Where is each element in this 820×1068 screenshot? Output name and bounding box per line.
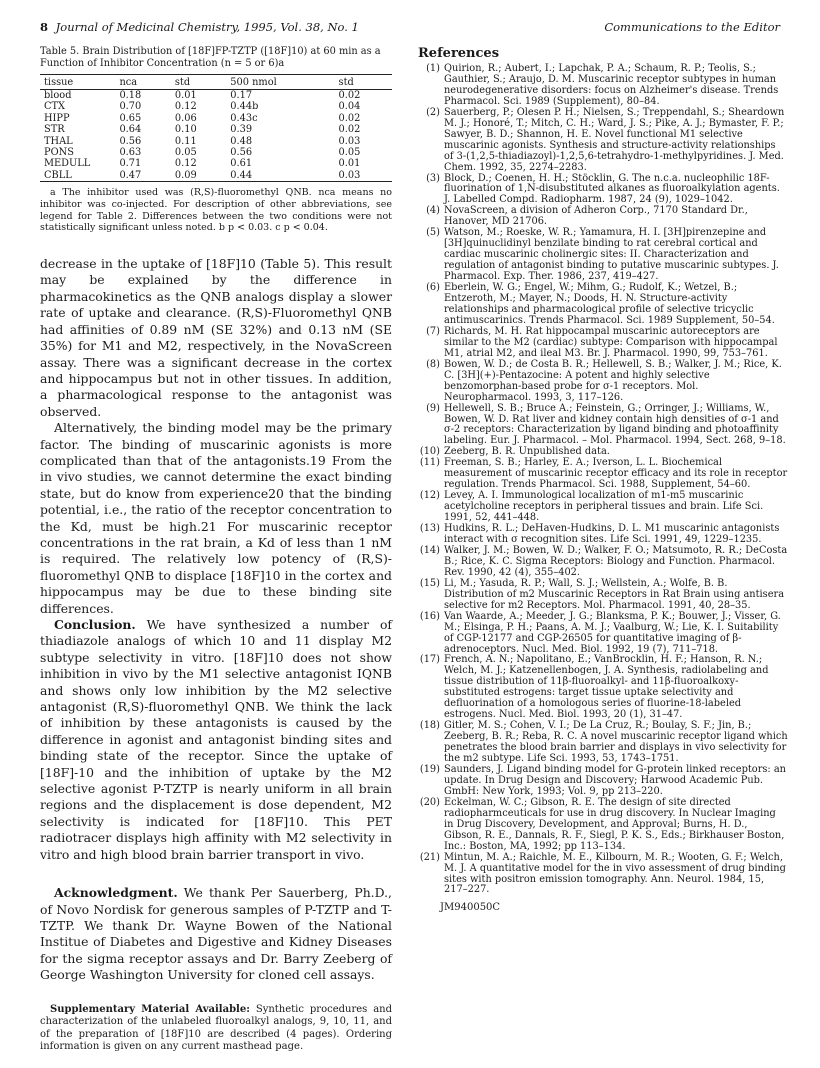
reference-number: (16) xyxy=(419,610,440,622)
table-cell: blood xyxy=(44,90,72,101)
table-row xyxy=(40,147,392,158)
reference-text: Bowen, W. D.; de Costa B. R.; Hellewell, S. B.; Walker, J. M.; Rice, K. C. [3H](+)-Pentazocine: A potent and highly selective benzomorphan-based probe for σ-1 receptors. Mol. Neuropharmacol. 1993, 3, 117–126. xyxy=(444,358,782,403)
reference-number: (1) xyxy=(426,63,440,74)
table-cell: THAL xyxy=(44,135,73,147)
table-cell: MEDULL xyxy=(44,158,91,170)
reference-item xyxy=(418,765,788,798)
table-cell: 0.02 xyxy=(338,90,361,101)
reference-item xyxy=(418,491,788,524)
table-cell: 0.02 xyxy=(338,112,361,124)
acknowledgment-paragraph xyxy=(40,885,392,983)
table-cell: 0.43c xyxy=(230,112,258,124)
reference-text: Eberlein, W. G.; Engel, W.; Mihm, G.; Rudolf, K.; Wetzel, B.; Entzeroth, M.; Mayer, N.; Doods, H. N. Structure-activity relationships and pharmacological profile of selective tricyclic antimuscarinics. Trends Pharmacol. Sci. 1989 Supplement, 50–54. xyxy=(444,282,775,326)
reference-text: Richards, M. H. Rat hippocampal muscarinic autoreceptors are similar to the M2 (cardiac) subtype: Comparison with hippocampal M1, atrial M2, and ileal M3. Br. J. Pharmacol. 1990, 99, 753–761. xyxy=(444,325,778,359)
reference-text: Levey, A. I. Immunological localization of m1-m5 muscarinic acetylcholine receptors in peripheral tissues and brain. Life Sci. 1991, 52, 441–448. xyxy=(444,490,764,524)
reference-item xyxy=(418,655,788,721)
table-caption: Table 5. Brain Distribution of [18F]FP-TZTP ([18F]10) at 60 min as a Function of Inhibitor Concentration (n = 5 or 6)a xyxy=(40,46,381,69)
body-paragraph-1: decrease in the uptake of [18F]10 (Table 5). This result may be explained by the difference in pharmacokinetics as the QNB analogs display a slower rate of uptake and clearance. (R,S)-Fluoromethyl QNB had affinities of 0.89 nM (SE 32%) and 0.13 nM (SE 35%) for M1 and M2, respectively, in the NovaScreen assay. There was a significant decrease in the cortex and hippocampus but not in other tissues. In addition, a pharmacological response to the antagonist was observed. xyxy=(40,256,392,419)
table-cell: 0.11 xyxy=(174,135,197,147)
reference-text: Freeman, S. B.; Harley, E. A.; Iverson, L. L. Biochemical measurement of muscarinic receptor efficacy and its role in receptor regulation. Trends Pharmacol. Sci. 1988, Supplement, 54–60. xyxy=(444,457,788,491)
reference-item xyxy=(418,108,788,174)
table-footnote: a The inhibitor used was (R,S)-fluoromethyl QNB. nca means no inhibitor was co-injected. For description of other abbreviations, see legend for Table 2. Differences between the two conditions were not statistically significant unless noted. b p < 0.03. c p < 0.04. xyxy=(40,187,392,234)
reference-text: Li, M.; Yasuda, R. P.; Wall, S. J.; Wellstein, A.; Wolfe, B. B. Distribution of m2 Muscarinic Receptors in Rat Brain using antisera selective for m2 Receptors. Mol. Pharmacol. 1991, 40, 28–35. xyxy=(444,577,785,611)
reference-number: (7) xyxy=(426,325,440,337)
reference-item xyxy=(418,579,788,612)
reference-number: (18) xyxy=(419,720,440,732)
references-heading: References xyxy=(418,46,500,61)
table-cell: 0.02 xyxy=(338,124,361,136)
reference-item xyxy=(418,721,788,765)
reference-text: Zeeberg, B. R. Unpublished data. xyxy=(444,446,610,458)
references-column xyxy=(418,46,788,913)
table-cell: 0.06 xyxy=(174,112,197,124)
reference-number: (2) xyxy=(426,106,440,118)
distribution-table xyxy=(40,74,392,182)
table-row xyxy=(40,170,392,182)
table-cell: 0.12 xyxy=(174,158,197,170)
table-cell: 0.18 xyxy=(119,90,142,101)
reference-item xyxy=(418,206,788,228)
reference-number: (15) xyxy=(419,577,440,589)
table-cell: 0.64 xyxy=(119,124,142,136)
reference-list xyxy=(418,64,788,896)
reference-item xyxy=(418,853,788,897)
table-cell: CTX xyxy=(44,101,66,113)
reference-number: (3) xyxy=(426,172,440,184)
reference-item xyxy=(418,228,788,283)
table-row xyxy=(40,113,392,124)
reference-item xyxy=(418,283,788,327)
table-cell: 0.61 xyxy=(230,158,253,170)
table-cell: 0.01 xyxy=(174,90,197,101)
reference-number: (9) xyxy=(426,402,440,414)
column-header: nca xyxy=(119,77,138,88)
table-cell: 0.56 xyxy=(119,135,142,147)
reference-text: Walker, J. M.; Bowen, W. D.; Walker, F. O.; Matsumoto, R. R.; DeCosta B.; Rice, K. C. Sigma Receptors: Biology and Function. Pharmacol. Rev. 1990, 42 (4), 355–402. xyxy=(444,544,788,578)
table-cell: 0.01 xyxy=(338,158,361,170)
table-header-row xyxy=(40,75,392,90)
reference-item xyxy=(418,546,788,579)
supplementary-text: Synthetic procedures and characterization of the unlabeled fluoroalkyl analogs, 9, 10, 11, and of the preparation of [18F]10 are described (4 pages). Ordering information is given on any current masthead page. xyxy=(40,1003,393,1053)
conclusion-heading: Conclusion. xyxy=(54,617,136,632)
reference-text: NovaScreen, a division of Adheron Corp., 7170 Standard Dr., Hanover, MD 21706. xyxy=(444,205,748,228)
reference-text: Block, D.; Coenen, H. H.; Stöcklin, G. The n.c.a. nucleophilic 18F-fluorination of 1,N-disubstituted alkanes as fluoroalkylation agents. J. Labelled Compd. Radiopharm. 1987, 24 (9), 1029–1042. xyxy=(444,172,780,206)
reference-item xyxy=(418,404,788,448)
column-header: 500 nmol xyxy=(230,77,277,88)
reference-item xyxy=(418,798,788,853)
table-row xyxy=(40,158,392,169)
conclusion-text: We have synthesized a number of thiadiazole analogs of which 10 and 11 display M2 subtype selectivity in vitro. [18F]10 does not show inhibition in vivo by the M1 selective antagonist IQNB and shows only low inhibition by the M2 selective antagonist (R,S)-fluoromethyl QNB. We think the lack of inhibition by these antagonists is caused by the difference in agonist and antagonist binding sites and binding state of the receptor. Since the uptake of [18F]-10 and the inhibition of uptake by the M2 selective agonist P-TZTP is nearly uniform in all brain regions and the displacement is dose dependent, M2 selectivity is indicated for [18F]10. This PET radiotracer displays high affinity with M2 selectivity in vitro and high blood brain barrier transport in vivo. xyxy=(40,617,392,862)
column-header: std xyxy=(174,77,191,88)
reference-number: (10) xyxy=(419,446,440,458)
article-body xyxy=(40,256,392,983)
table-cell: 0.63 xyxy=(119,147,142,159)
journal-citation: Journal of Medicinal Chemistry, 1995, Vol. 38, No. 1 xyxy=(55,20,359,34)
table-cell: 0.65 xyxy=(119,112,142,124)
table-cell: PONS xyxy=(44,147,74,159)
table-cell: 0.03 xyxy=(338,169,361,181)
table-cell: 0.39 xyxy=(230,124,253,136)
reference-item xyxy=(418,327,788,360)
table-cell: 0.05 xyxy=(174,147,197,159)
reference-text: Saunders, J. Ligand binding model for G-protein linked receptors: an update. In Drug Design and Discovery; Harwood Academic Pub. GmbH: New York, 1993; Vol. 9, pp 213–220. xyxy=(444,764,786,797)
table-cell: CBLL xyxy=(44,169,72,181)
reference-item xyxy=(418,458,788,491)
reference-text: Eckelman, W. C.; Gibson, R. E. The design of site directed radiopharmceuticals for use in drug discovery. In Nuclear Imaging in Drug Discovery, Development, and Approval; Burns, H. D., Gibson, R. E., Dannals, R. F., Siegl, P. K. S., Eds.; Birkhauser Boston, Inc.: Boston, MA, 1992; pp 113–134. xyxy=(444,796,785,852)
table-cell: 0.48 xyxy=(230,135,253,147)
column-header: tissue xyxy=(44,77,74,88)
reference-text: Mintun, M. A.; Raichle, M. E., Kilbourn, M. R.; Wooten, G. F.; Welch, M. J. A quantitative model for the in vivo assessment of drug binding sites with positron emission tomography. Ann. Neurol. 1984, 15, 217–227. xyxy=(444,851,786,896)
reference-text: Sauerberg, P.; Olesen P. H.; Nielsen, S.; Treppendahl, S.; Sheardown M. J.; Honoré, T.; Mitch, C. H.; Ward, J. S.; Pike, A. J.; Bymaster, F. P.; Sawyer, B. D.; Shannon, H. E. Novel functional M1 selective muscarinic agonists. Synthesis and structure-activity relationships of 3-(1,2,5-thiadiazoyl)-1,2,5,6-tetrahydro-1-methylpyridines. J. Med. Chem. 1992, 35, 2274–2283. xyxy=(444,106,785,173)
reference-item xyxy=(418,174,788,207)
supplementary-heading: Supplementary Material Available: xyxy=(50,1003,250,1015)
table-cell: 0.56 xyxy=(230,147,253,159)
table-cell: 0.70 xyxy=(119,101,142,113)
page-number: 8 xyxy=(40,20,49,34)
body-paragraph-2: Alternatively, the binding model may be the primary factor. The binding of muscarinic agonists is more complicated than that of the antagonists.19 From the in vivo studies, we cannot determine the exact binding state, but do know from experience20 that the binding potential, i.e., the ratio of the receptor concentration to the Kd, must be high.21 For muscarinic receptor concentrations in the rat brain, a Kd of less than 1 nM is required. The relatively low potency of (R,S)-fluoromethyl QNB to displace [18F]10 in the cortex and hippocampus may be due to these binding site differences. xyxy=(40,420,392,616)
reference-number: (20) xyxy=(419,796,440,808)
reference-number: (21) xyxy=(419,851,440,863)
table-row xyxy=(40,124,392,135)
reference-item xyxy=(418,360,788,404)
reference-number: (19) xyxy=(419,764,440,775)
reference-number: (14) xyxy=(419,544,440,556)
table-row xyxy=(40,90,392,102)
reference-number: (13) xyxy=(419,523,440,535)
conclusion-paragraph xyxy=(40,617,392,863)
acknowledgment-heading: Acknowledgment. xyxy=(54,885,178,901)
table-cell: HIPP xyxy=(44,112,70,124)
table-cell: 0.05 xyxy=(338,147,361,159)
running-header xyxy=(40,20,780,38)
table-cell: 0.10 xyxy=(174,124,197,136)
reference-text: Gitler, M. S.; Cohen, V. I.; De La Cruz, R.; Boulay, S. F.; Jin, B.; Zeeberg, B. R.; Reba, R. C. A novel muscarinic receptor ligand which penetrates the blood brain barrier and displays in vivo selectivity for the m2 subtype. Life Sci. 1993, 53, 1743–1751. xyxy=(444,720,788,765)
reference-number: (4) xyxy=(426,205,440,217)
table-cell: 0.44b xyxy=(230,101,259,113)
reference-number: (11) xyxy=(419,457,440,469)
reference-text: Hudkins, R. L.; DeHaven-Hudkins, D. L. M1 muscarinic antagonists interact with σ recognition sites. Life Sci. 1991, 49, 1229–1235. xyxy=(444,523,780,545)
reference-item xyxy=(418,524,788,546)
table-cell: 0.09 xyxy=(174,169,197,181)
reference-number: (12) xyxy=(419,490,440,502)
reference-text: Hellewell, S. B.; Bruce A.; Feinstein, G.; Orringer, J.; Williams, W., Bowen, W. D. Rat liver and kidney contain high densities of σ-1 and σ-2 receptors: Characterization by ligand binding and photoaffinity labeling. Eur. J. Pharmacol. – Mol. Pharmacol. 1994, Sect. 268, 9–18. xyxy=(444,402,786,447)
reference-number: (5) xyxy=(426,227,440,239)
table-cell: 0.17 xyxy=(230,90,253,101)
reference-number: (6) xyxy=(426,282,440,294)
reference-item xyxy=(418,612,788,656)
table-cell: 0.12 xyxy=(174,101,197,113)
table-body xyxy=(40,90,392,182)
reference-number: (8) xyxy=(426,358,440,370)
table-cell: 0.47 xyxy=(119,169,142,181)
table-row xyxy=(40,136,392,147)
reference-number: (17) xyxy=(419,654,440,666)
table-cell: 0.04 xyxy=(338,101,361,113)
table-row xyxy=(40,101,392,112)
reference-text: Quirion, R.; Aubert, I.; Lapchak, P. A.; Schaum, R. P.; Teolis, S.; Gauthier, S.; Araujo, D. M. Muscarinic receptor subtypes in human neurodegenerative disorders: focus on Alzheimer's disease. Trends Pharmacol. Sci. 1989 (Supplement), 80–84. xyxy=(444,63,779,107)
table-cell: 0.44 xyxy=(230,169,253,181)
column-header: std xyxy=(338,77,354,88)
section-title: Communications to the Editor xyxy=(604,20,780,34)
reference-item xyxy=(418,64,788,108)
manuscript-code: JM940050C xyxy=(440,902,501,914)
acknowledgment-text: We thank Per Sauerberg, Ph.D., of Novo Nordisk for generous samples of P-TZTP and T-TZTP. We thank Dr. Wayne Bowen of the National Institue of Diabetes and Digestive and Kidney Diseases for the sigma receptor assays and Dr. Barry Zeeberg of George Washington University for cloned cell assays. xyxy=(40,885,392,983)
table-cell: STR xyxy=(44,124,65,136)
table-cell: 0.03 xyxy=(338,135,361,147)
reference-text: Van Waarde, A.; Meeder, J. G.; Blanksma, P. K.; Bouwer, J.; Visser, G. M.; Elsinga, P. H.; Paans, A. M. J.; Vaalburg, W.; Lie, K. I. Suitability of CGP-12177 and CGP-26505 for quantitative imaging of β-adrenoceptors. Nucl. Med. Biol. 1992, 19 (7), 711–718. xyxy=(444,610,781,655)
reference-text: French, A. N.; Napolitano, E.; VanBrocklin, H. F.; Hanson, R. N.; Welch, M. J.; Katzenellenbogen, J. A. Synthesis, radiolabeling and tissue distribution of 11β-fluoroalkyl- and 11β-fluoroalkoxy-substituted estrogens: target tissue uptake selectivity and defluorination of a homologous series of fluorine-18-labeled estrogens. Nucl. Med. Biol. 1993, 20 (1), 31–47. xyxy=(444,654,769,721)
left-column xyxy=(40,46,392,1064)
supplementary-material xyxy=(40,1004,392,1054)
table-cell: 0.71 xyxy=(119,158,142,170)
reference-text: Watson, M.; Roeske, W. R.; Yamamura, H. I. [3H]pirenzepine and [3H]quinuclidinyl benzilate binding to rat cerebral cortical and cardiac muscarinic cholinergic sites: II. Characterization and regulation of antagonist binding to putative muscarinic subtypes. J. Pharmacol. Exp. Ther. 1986, 237, 419–427. xyxy=(444,227,779,283)
